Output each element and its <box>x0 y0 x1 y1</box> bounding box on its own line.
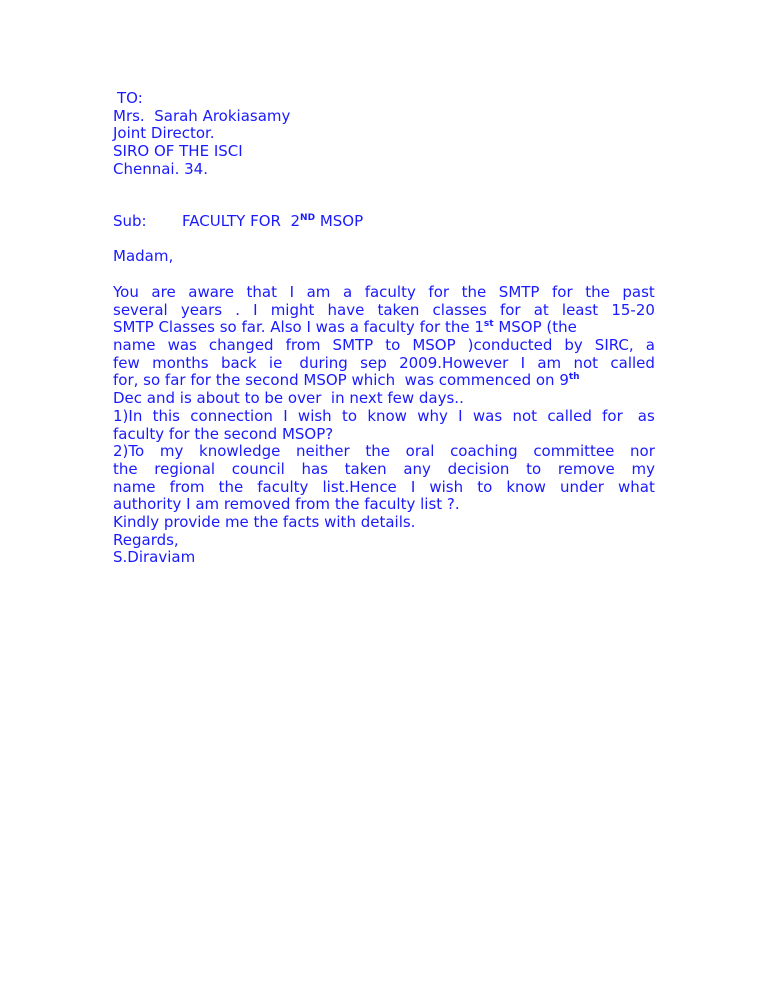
word: I <box>289 282 294 301</box>
word: SIRC, <box>594 336 634 355</box>
word: faculty <box>364 282 416 301</box>
word: by <box>564 336 583 355</box>
word: might <box>270 300 315 319</box>
word: I <box>520 353 525 372</box>
word: back <box>220 353 257 372</box>
word: my <box>631 459 655 478</box>
word: wish <box>429 477 464 496</box>
body-line-6-before: for, so far for the second MSOP which was commenced on 9 <box>113 371 569 390</box>
word: least <box>561 300 599 319</box>
word: name <box>113 477 156 496</box>
body-line-3-before: SMTP Classes so far. Also I was a faculty for the 1 <box>113 318 484 337</box>
word: at <box>533 300 549 319</box>
word: months <box>152 353 209 372</box>
word: 1)In <box>113 406 143 425</box>
word: few <box>113 353 140 372</box>
word: have <box>327 300 365 319</box>
word: I <box>283 406 288 425</box>
word: for <box>499 300 521 319</box>
word: am <box>306 282 331 301</box>
word: to <box>526 459 542 478</box>
body-line-3 <box>113 319 655 337</box>
word: know <box>367 406 407 425</box>
word: MSOP <box>412 336 456 355</box>
word: 2009.However <box>399 353 509 372</box>
letter-body <box>113 90 655 567</box>
word: called <box>610 353 655 372</box>
word: the <box>218 477 244 496</box>
word: aware <box>188 282 234 301</box>
word: was <box>472 406 503 425</box>
word: taken <box>377 300 420 319</box>
word: that <box>246 282 277 301</box>
salutation: Madam, <box>113 247 174 266</box>
recipient-name: Mrs. Sarah Arokiasamy <box>113 106 291 125</box>
body-line-5 <box>113 355 655 373</box>
word: nor <box>630 442 655 461</box>
body-line-4 <box>113 337 655 355</box>
body-line-3-after: MSOP (the <box>493 318 577 337</box>
subject-line <box>113 213 655 231</box>
recipient-title: Joint Director. <box>113 124 215 143</box>
word: council <box>231 459 285 478</box>
word: I <box>253 300 258 319</box>
body-line-6-ordinal: th <box>568 372 580 383</box>
word: . <box>235 300 240 319</box>
point-2-line-3 <box>113 479 655 497</box>
word: for <box>428 282 450 301</box>
word: changed <box>208 336 274 355</box>
body-paragraph <box>113 284 655 408</box>
subject-label: Sub: <box>113 211 147 230</box>
word: are <box>151 282 176 301</box>
signature: S.Diraviam <box>113 548 196 567</box>
word: remove <box>557 459 615 478</box>
word: SMTP <box>498 282 540 301</box>
word: am <box>537 353 562 372</box>
word: the <box>461 282 487 301</box>
word: not <box>512 406 538 425</box>
word: any <box>403 459 431 478</box>
body-line-2 <box>113 302 655 320</box>
word: committee <box>533 442 615 461</box>
word: 15-20 <box>611 300 655 319</box>
word: from <box>169 477 205 496</box>
word: faculty <box>257 477 309 496</box>
point-2-line-4: authority I am removed from the faculty list ?. <box>113 495 460 514</box>
word: regional <box>154 459 216 478</box>
word: wish <box>297 406 332 425</box>
point-1-line-2: faculty for the second MSOP? <box>113 424 334 443</box>
word: has <box>301 459 328 478</box>
point-2-line-1 <box>113 443 655 461</box>
recipient-city: Chennai. 34. <box>113 159 208 178</box>
word: classes <box>432 300 487 319</box>
word: my <box>159 442 184 461</box>
word: to <box>385 336 401 355</box>
word: decision <box>447 459 510 478</box>
subject-text-after: MSOP <box>315 211 364 230</box>
word: for <box>602 406 623 425</box>
body-line-1 <box>113 284 655 302</box>
word: why <box>417 406 448 425</box>
word: during <box>294 353 348 372</box>
word: a <box>645 336 655 355</box>
word: sep <box>360 353 387 372</box>
subject-text <box>182 212 363 230</box>
word: for <box>552 282 573 301</box>
body-line-3-ordinal: st <box>483 319 494 330</box>
spacer <box>113 266 655 284</box>
word: taken <box>344 459 387 478</box>
word: connection <box>190 406 273 425</box>
word: coaching <box>450 442 518 461</box>
word: the <box>585 282 610 301</box>
recipient-org: SIRO OF THE ISCI <box>113 142 243 161</box>
word: as <box>633 406 655 425</box>
body-line-6 <box>113 372 655 390</box>
point-2 <box>113 443 655 514</box>
word: know <box>506 477 546 496</box>
word: years <box>180 300 223 319</box>
word: not <box>573 353 599 372</box>
word: to <box>477 477 493 496</box>
to-label: TO: <box>117 89 143 107</box>
word: ie <box>268 353 283 372</box>
word: under <box>560 477 604 496</box>
word: the <box>365 442 390 461</box>
word: neither <box>296 442 350 461</box>
subject-ordinal: ND <box>300 212 316 223</box>
word: was <box>167 336 197 355</box>
word: 2)To <box>113 442 145 461</box>
word: name <box>113 336 156 355</box>
word: )conducted <box>467 336 553 355</box>
word: past <box>622 282 655 301</box>
word: a <box>342 282 353 301</box>
body-line-7: Dec and is about to be over in next few days.. <box>113 389 464 408</box>
word: I <box>458 406 463 425</box>
word: several <box>113 300 168 319</box>
regards: Regards, <box>113 530 179 549</box>
closing-request: Kindly provide me the facts with details. <box>113 513 416 532</box>
word: SMTP <box>332 336 374 355</box>
word: list.Hence <box>322 477 397 496</box>
point-2-line-2 <box>113 461 655 479</box>
word: called <box>547 406 592 425</box>
subject-text-before: FACULTY FOR 2 <box>182 211 301 230</box>
point-1 <box>113 408 655 443</box>
word: knowledge <box>199 442 281 461</box>
point-1-line-1 <box>113 408 655 426</box>
spacer <box>113 230 655 248</box>
word: the <box>113 459 138 478</box>
word: to <box>341 406 358 425</box>
word: You <box>113 282 139 301</box>
word: from <box>285 336 321 355</box>
spacer <box>113 179 655 213</box>
word: what <box>618 477 655 496</box>
word: oral <box>405 442 435 461</box>
word: this <box>152 406 180 425</box>
word: I <box>410 477 416 496</box>
